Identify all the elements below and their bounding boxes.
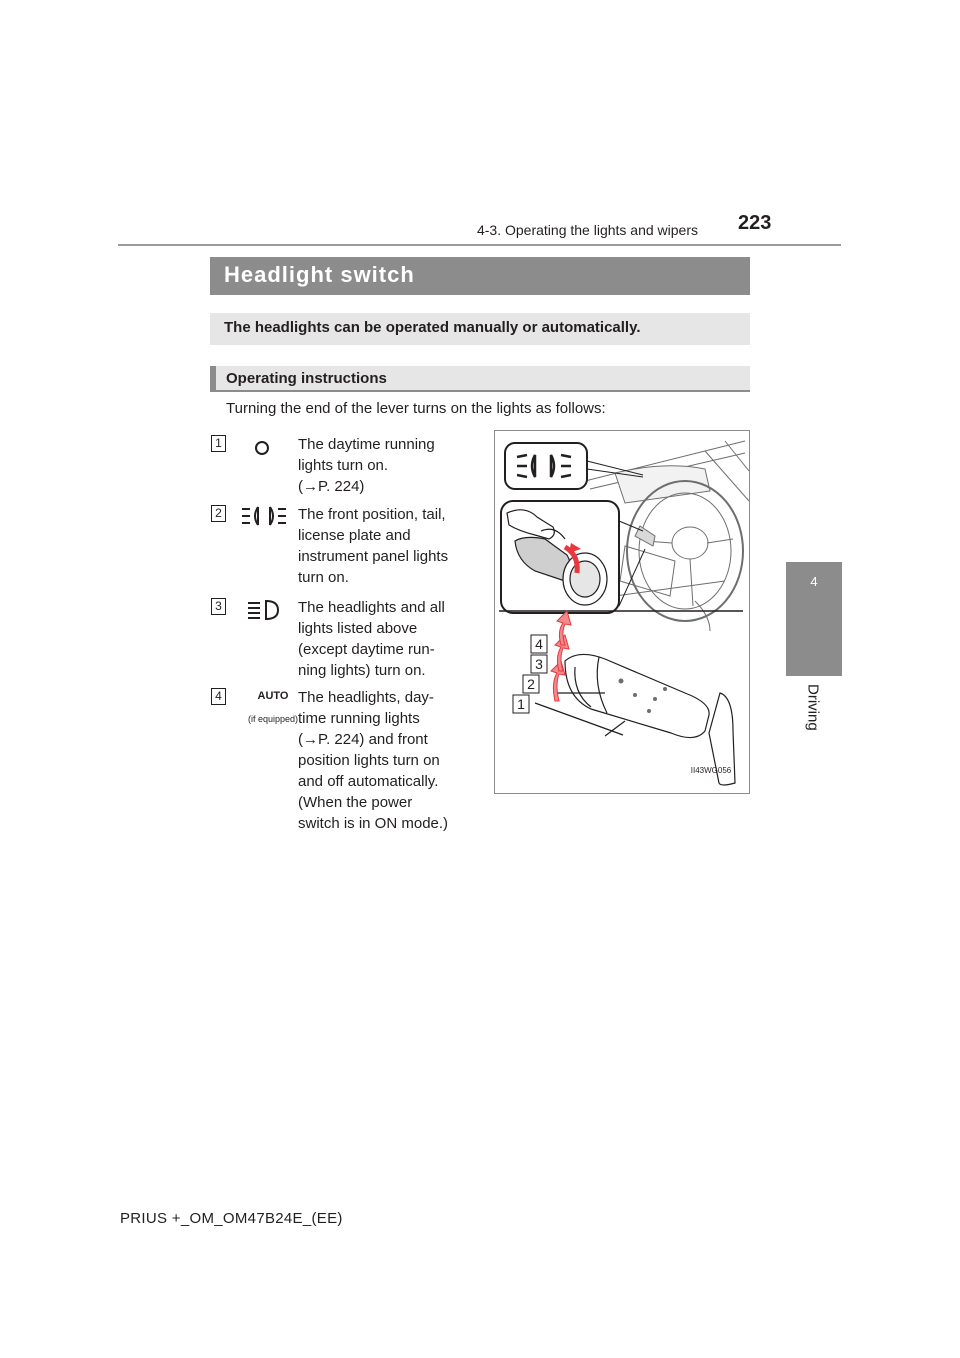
figure-callout-2: 2 (527, 676, 535, 692)
daytime-running-light-icon (250, 438, 274, 458)
headlight-icon (246, 598, 282, 622)
intro-text: The headlights can be operated manually or automatically. (224, 319, 641, 336)
rotation-arrows (551, 611, 571, 701)
page-title-bar (210, 257, 750, 295)
item-number-2: 2 (211, 505, 226, 522)
figure-code: II43WG056 (690, 766, 732, 775)
figure-callout-4: 4 (535, 636, 543, 652)
figure-callout-3: 3 (535, 656, 543, 672)
illustration-drawing (495, 431, 749, 793)
subsection-bar (210, 366, 750, 392)
lead-text: Turning the end of the lever turns on the lights as follows: (226, 400, 606, 417)
document-code: PRIUS +_OM_OM47B24E_(EE) (120, 1210, 343, 1227)
item-number-4: 4 (211, 688, 226, 705)
item-number-1: 1 (211, 435, 226, 452)
item-desc-1: The daytime running lights turn on. (→P. 224) (298, 436, 435, 495)
chapter-number: 4 (810, 574, 818, 589)
chapter-label (783, 684, 843, 774)
auto-icon: AUTO (257, 690, 289, 702)
front-position-light-icon (240, 504, 288, 528)
chapter-label-text: Driving (804, 684, 822, 731)
item-desc-4: The headlights, day- time running lights (→P. 224) and front position lights turn on and off automatically. (When the power switch is in ON mode.) (298, 689, 449, 832)
item-number-3: 3 (211, 598, 226, 615)
intro-bar (210, 313, 750, 345)
figure-callout-1: 1 (517, 696, 525, 712)
section-title: 4-3. Operating the lights and wipers (476, 222, 698, 238)
if-equipped-note: (if equipped) (247, 714, 298, 724)
subsection-title: Operating instructions (226, 370, 387, 387)
item-desc-2: The front position, tail, license plate and instrument panel lights turn on. (298, 506, 449, 586)
item-desc-3: The headlights and all lights listed above (except daytime run- ning lights) turn on. (298, 599, 445, 679)
page-number: 223 (738, 212, 772, 234)
header-divider (118, 244, 841, 246)
page-title: Headlight switch (224, 262, 415, 287)
chapter-tab (786, 562, 842, 676)
headlight-switch-illustration (494, 430, 750, 794)
